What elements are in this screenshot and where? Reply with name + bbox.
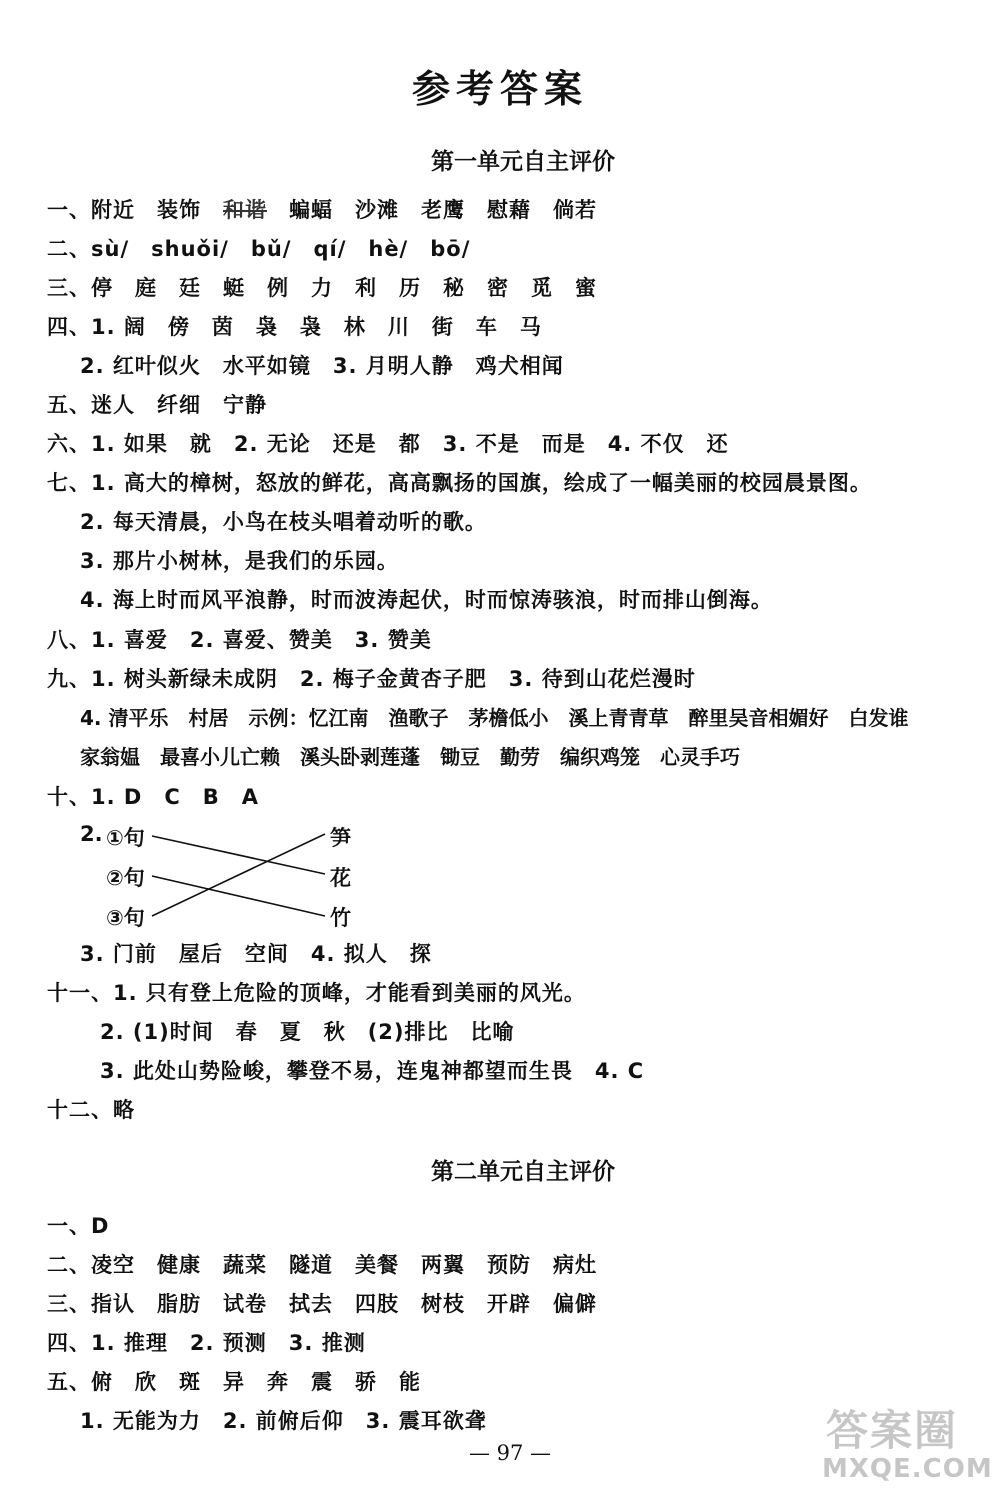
struck-word: 和谐: [223, 198, 267, 222]
answer-line-21: 十二、略: [47, 1098, 135, 1122]
answer-line-1: [47, 197, 597, 223]
match-right-1: 笋: [330, 826, 351, 850]
answer-line-3: 三、停 庭 廷 蜓 例 力 利 历 秘 密 觅 蜜: [47, 276, 597, 300]
match-left-2: ②句: [106, 866, 145, 890]
match-left-3: ③句: [106, 906, 145, 930]
answer-line-20: 3. 此处山势险峻，攀登不易，连鬼神都望而生畏 4. C: [100, 1059, 645, 1083]
answer-line-6: 五、迷人 纤细 宁静: [47, 393, 267, 417]
match-right-3: 竹: [330, 906, 351, 930]
answer-line-1-rest: 蝙蝠 沙滩 老鹰 慰藉 倘若: [267, 198, 597, 222]
answer-line-4: 四、1. 阔 傍 茵 袅 袅 林 川 街 车 马: [47, 315, 542, 339]
watermark-logo: [818, 1398, 993, 1490]
answer-line-18: 十一、1. 只有登上危险的顶峰，才能看到美丽的风光。: [47, 981, 586, 1005]
unit2-line-1: 一、D: [47, 1214, 110, 1238]
unit2-heading: 第二单元自主评价: [431, 1159, 615, 1185]
answer-line-5: 2. 红叶似火 水平如镜 3. 月明人静 鸡犬相闻: [80, 354, 564, 378]
answer-line-10: 3. 那片小树林，是我们的乐园。: [80, 549, 399, 573]
answer-line-1-prefix: 一、附近 装饰: [47, 198, 223, 222]
answer-line-12: 八、1. 喜爱 2. 喜爱、赞美 3. 赞美: [47, 628, 432, 652]
matching-lines: [140, 820, 340, 930]
answer-line-14: 4. 清平乐 村居 示例：忆江南 渔歌子 茅檐低小 溪上青青草 醉里吴音相媚好 白发谁: [80, 706, 909, 730]
match-prefix: 2.: [80, 822, 103, 846]
answer-line-8: 七、1. 高大的樟树，怒放的鲜花，高高飘扬的国旗，绘成了一幅美丽的校园晨景图。: [47, 471, 872, 495]
page-number: — 97 —: [468, 1441, 552, 1465]
answer-line-15: 家翁媪 最喜小儿亡赖 溪头卧剥莲蓬 锄豆 勤劳 编织鸡笼 心灵手巧: [80, 745, 740, 769]
unit2-line-5: 五、俯 欣 斑 异 奔 震 骄 能: [47, 1370, 421, 1394]
match-line-2: [152, 876, 325, 916]
match-left-1: ①句: [106, 826, 145, 850]
unit2-line-6: 1. 无能为力 2. 前俯后仰 3. 震耳欲聋: [80, 1409, 487, 1433]
answer-line-17: 3. 门前 屋后 空间 4. 拟人 探: [80, 942, 432, 966]
match-line-1: [152, 836, 325, 874]
answer-line-9: 2. 每天清晨，小鸟在枝头唱着动听的歌。: [80, 510, 487, 534]
unit1-heading: 第一单元自主评价: [431, 149, 615, 175]
unit2-line-2: 二、凌空 健康 蔬菜 隧道 美餐 两翼 预防 病灶: [47, 1253, 597, 1277]
answer-line-2: 二、sù/ shuǒi/ bǔ/ qí/ hè/ bō/: [47, 237, 471, 261]
answer-line-19: 2. (1)时间 春 夏 秋 (2)排比 比喻: [100, 1020, 515, 1044]
answer-line-11: 4. 海上时而风平浪静，时而波涛起伏，时而惊涛骇浪，时而排山倒海。: [80, 588, 773, 612]
answer-line-7: 六、1. 如果 就 2. 无论 还是 都 3. 不是 而是 4. 不仅 还: [47, 432, 729, 456]
page-title: 参考答案: [411, 67, 588, 111]
match-line-3: [152, 834, 325, 916]
unit2-line-4: 四、1. 推理 2. 预测 3. 推测: [47, 1331, 366, 1355]
watermark-url: MXQE.COM: [822, 1454, 993, 1484]
watermark-text: 答案圈: [826, 1406, 959, 1455]
answer-line-16: 十、1. D C B A: [47, 785, 260, 809]
match-right-2: 花: [330, 866, 351, 890]
answer-line-13: 九、1. 树头新绿未成阴 2. 梅子金黄杏子肥 3. 待到山花烂漫时: [47, 667, 696, 691]
unit2-line-3: 三、指认 脂肪 试卷 拭去 四肢 树枝 开辟 偏僻: [47, 1292, 597, 1316]
